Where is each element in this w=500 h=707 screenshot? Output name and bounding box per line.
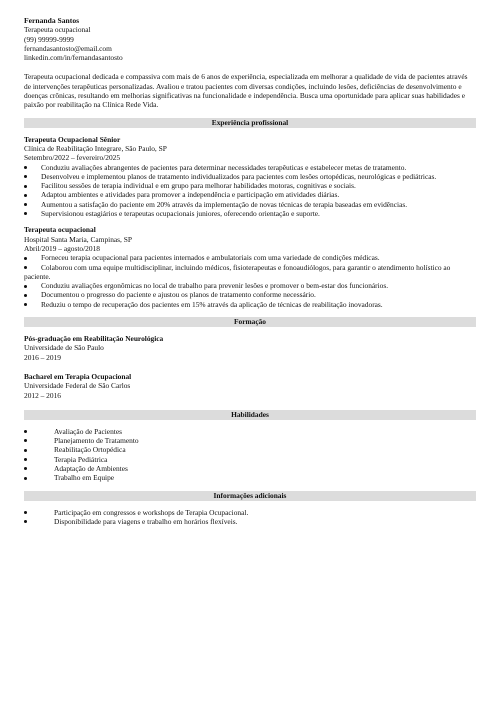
list-item — [24, 181, 476, 190]
list-item — [24, 455, 476, 464]
skill-text: Planejamento de Tratamento — [54, 436, 139, 446]
skill-text: Adaptação de Ambientes — [54, 463, 128, 473]
list-item — [24, 263, 476, 282]
list-item-text: Reduziu o tempo de recuperação dos pacientes em 15% através da aplicação de técnicas de reabilitação inovadoras. — [41, 299, 383, 309]
list-item — [24, 436, 476, 445]
list-item-text: Documentou o progresso do paciente e ajustou os planos de tratamento conforme necessário. — [41, 290, 316, 300]
summary: Terapeuta ocupacional dedicada e compassiva com mais de 6 anos de experiência, especializada em melhorar a qualidade de vida de pacientes através de intervenções terapêuticas personalizadas. Avaliou e tratou pacientes com diversas condições, incluindo lesões, deficiências de desenvolvimento e doenças crônicas, resultando em melhorias significativas na funcionalidade e independência. Busca uma oportunidade para aplicar suas habilidades e paixão por reabilitação na Clínica Rede Vida. — [24, 72, 468, 110]
bullet-icon — [24, 477, 27, 480]
list-item-text: Adaptou ambientes e atividades para promover a independência e participação em atividades diárias. — [41, 190, 340, 200]
bullet-icon — [24, 175, 27, 178]
school-name: Universidade Federal de São Carlos — [24, 381, 131, 391]
bullet-icon — [24, 449, 27, 452]
list-item — [24, 508, 476, 517]
job-company: Hospital Santa Maria, Campinas, SP — [24, 234, 132, 244]
education-dates: 2012 – 2016 — [24, 390, 61, 400]
job-title: Terapeuta Ocupacional Sênior — [24, 134, 121, 144]
list-item — [24, 281, 476, 290]
degree-title: Bacharel em Terapia Ocupacional — [24, 371, 132, 381]
header — [24, 16, 476, 62]
bullet-icon — [24, 439, 27, 442]
list-item — [24, 427, 476, 436]
section-education: Formação — [24, 317, 476, 327]
bullet-icon — [24, 185, 27, 188]
bullet-icon — [24, 430, 27, 433]
job-entry — [24, 225, 476, 309]
list-item-text: Desenvolveu e implementou planos de tratamento individualizados para pacientes com lesões ortopédicas, neurológicas e pediátricas. — [41, 171, 437, 181]
candidate-name: Fernanda Santos — [24, 16, 80, 25]
bullet-icon — [24, 266, 27, 269]
list-item — [24, 300, 476, 309]
job-responsibilities — [24, 163, 476, 219]
list-item — [24, 290, 476, 299]
list-item-text: Supervisionou estagiários e terapeutas ocupacionais juniores, oferecendo orientação e suporte. — [41, 209, 320, 219]
list-item-text: Colaborou com uma equipe multidisciplinar, incluindo médicos, fisioterapeutas e fonoaudiólogos, para garantir o atendimento holístico ao paciente. — [24, 262, 451, 281]
linkedin-link[interactable]: linkedin.com/in/fernandasantosto — [24, 53, 123, 63]
additional-list — [24, 508, 476, 527]
list-item — [24, 464, 476, 473]
list-item-text: Aumentou a satisfação do paciente em 20% através da implementação de novas técnicas de terapia baseadas em evidências. — [41, 199, 408, 209]
bullet-icon — [24, 467, 27, 470]
bullet-icon — [24, 458, 27, 461]
list-item-text: Conduziu avaliações abrangentes de pacientes para determinar necessidades terapêuticas e estabelecer metas de tratamento. — [41, 162, 407, 172]
skill-text: Terapia Pediátrica — [54, 454, 108, 464]
job-dates: Abril/2019 – agosto/2018 — [24, 243, 100, 253]
list-item — [24, 517, 476, 526]
section-experience: Experiência profissional — [24, 118, 476, 128]
list-item — [24, 253, 476, 262]
list-item — [24, 172, 476, 181]
bullet-icon — [24, 166, 27, 169]
list-item — [24, 209, 476, 218]
bullet-icon — [24, 257, 27, 260]
skill-text: Reabilitação Ortopédica — [54, 445, 126, 455]
skill-text: Trabalho em Equipe — [54, 473, 115, 483]
job-dates: Setembro/2022 – fevereiro/2025 — [24, 153, 121, 163]
list-item — [24, 190, 476, 199]
bullet-icon — [24, 303, 27, 306]
phone: (99) 99999-9999 — [24, 34, 74, 44]
list-item — [24, 200, 476, 209]
list-item — [24, 445, 476, 454]
education-dates: 2016 – 2019 — [24, 352, 61, 362]
school-name: Universidade de São Paulo — [24, 343, 104, 353]
bullet-icon — [24, 511, 27, 514]
skill-text: Avaliação de Pacientes — [54, 426, 122, 436]
bullet-icon — [24, 194, 27, 197]
list-item-text: Disponibilidade para viagens e trabalho em horários flexíveis. — [54, 516, 238, 526]
job-entry — [24, 135, 476, 219]
list-item-text: Participação em congressos e workshops de Terapia Ocupacional. — [54, 507, 249, 517]
education-entry — [24, 334, 476, 362]
section-additional: Informações adicionais — [24, 491, 476, 501]
list-item-text: Forneceu terapia ocupacional para pacientes internados e ambulatoriais com uma variedade de condições médicas. — [41, 253, 380, 263]
bullet-icon — [24, 294, 27, 297]
degree-title: Pós-graduação em Reabilitação Neurológica — [24, 334, 164, 344]
list-item-text: Facilitou sessões de terapia individual e em grupo para melhorar habilidades motoras, cognitivas e sociais. — [41, 181, 356, 191]
list-item — [24, 473, 476, 482]
job-title: Terapeuta ocupacional — [24, 225, 96, 235]
section-skills: Habilidades — [24, 410, 476, 420]
list-item-text: Conduziu avaliações ergonômicas no local de trabalho para prevenir lesões e promover o bem-estar dos funcionários. — [41, 281, 389, 291]
bullet-icon — [24, 212, 27, 215]
bullet-icon — [24, 520, 27, 523]
education-entry — [24, 372, 476, 400]
bullet-icon — [24, 285, 27, 288]
list-item — [24, 163, 476, 172]
skills-list — [24, 427, 476, 483]
job-responsibilities — [24, 253, 476, 309]
candidate-title: Terapeuta ocupacional — [24, 25, 91, 35]
email: fernandasantosto@email.com — [24, 43, 112, 53]
job-company: Clínica de Reabilitação Integrare, São Paulo, SP — [24, 143, 167, 153]
bullet-icon — [24, 203, 27, 206]
